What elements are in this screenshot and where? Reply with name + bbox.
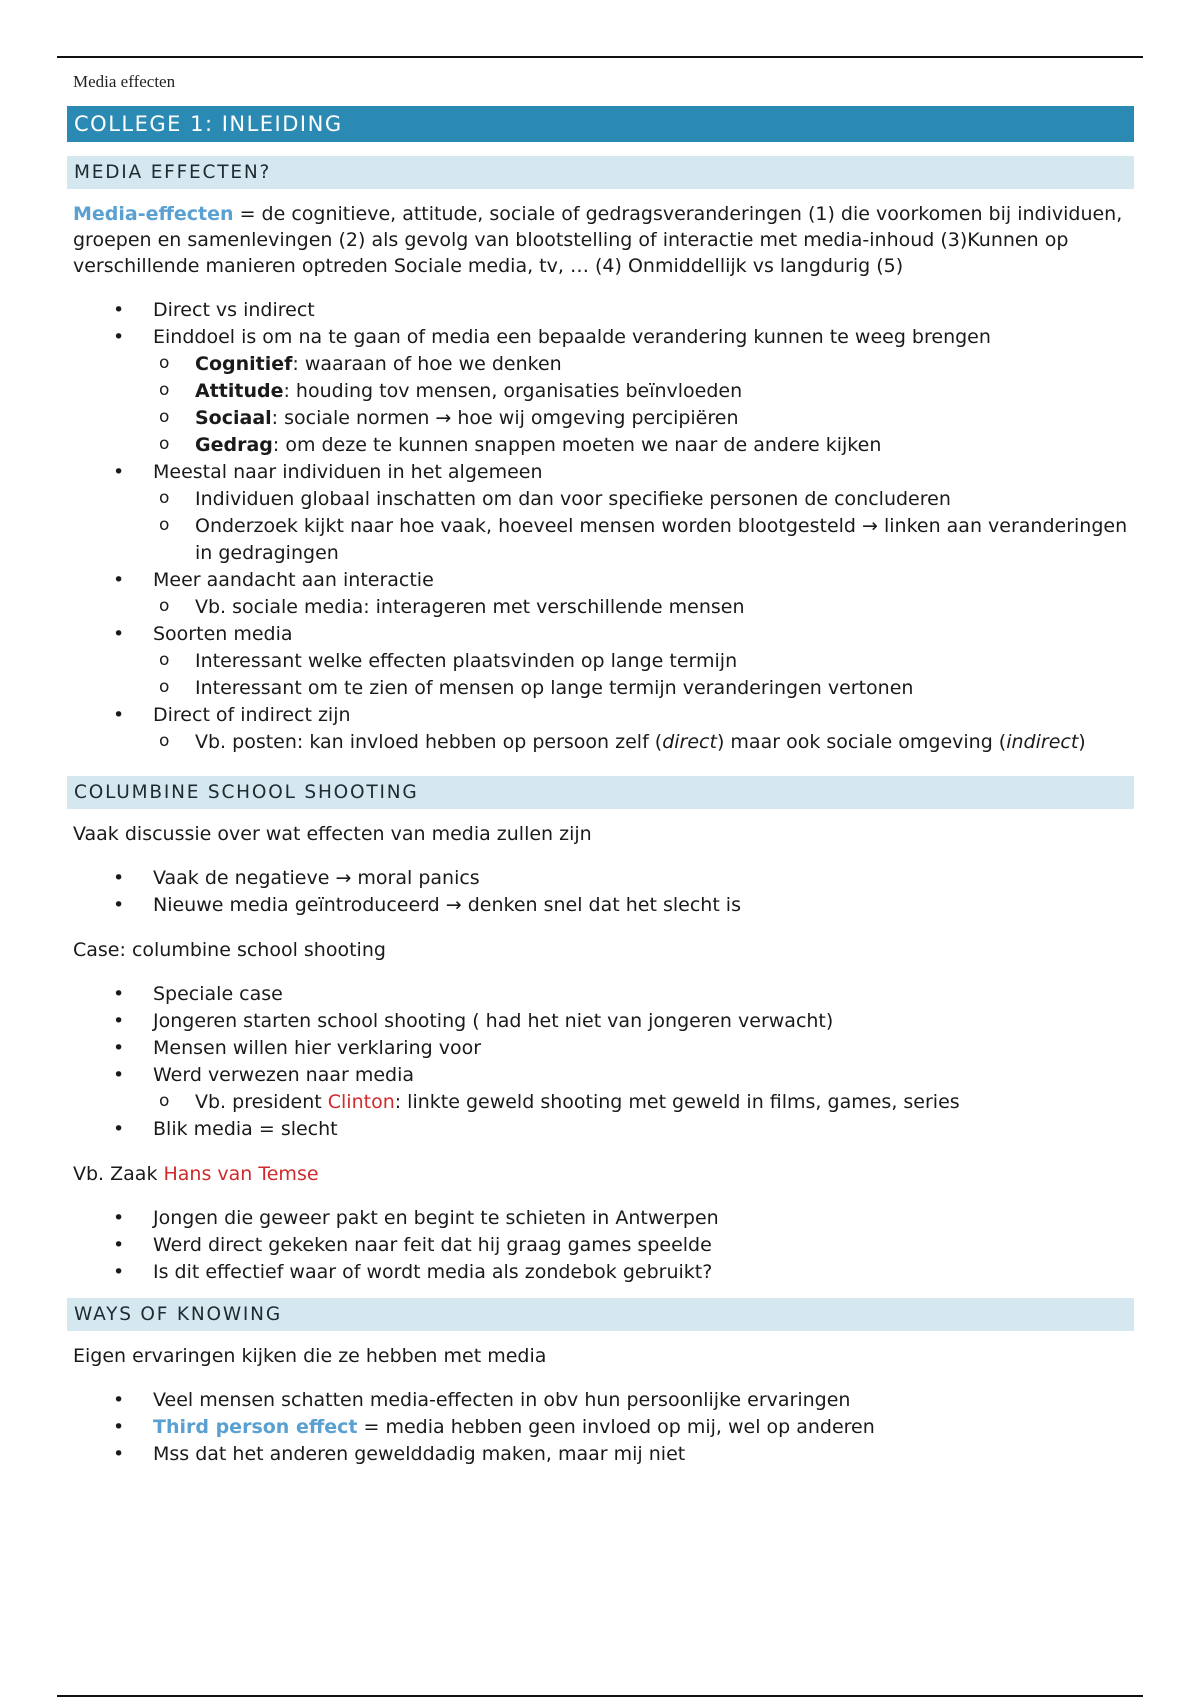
list-item: • Mensen willen hier verklaring voor [67, 1035, 1134, 1062]
paragraph: Vb. Zaak Hans van Temse [73, 1163, 319, 1185]
paragraph: Vaak discussie over wat effecten van media zullen zijn [73, 823, 592, 845]
list-item: • Vaak de negatieve → moral panics [67, 865, 1134, 892]
ways-of-knowing-list [67, 1387, 1134, 1468]
list-subitem: o Vb. president Clinton: linkte geweld shooting met geweld in films, games, series [67, 1089, 1134, 1116]
list-subitem: o Vb. posten: kan invloed hebben op persoon zelf (direct) maar ook sociale omgeving (indirect) [67, 729, 1134, 756]
definition-paragraph: Media-effecten = de cognitieve, attitude, sociale of gedragsveranderingen (1) die voorkomen bij individuen, groepen en samenlevingen (2) als gevolg van blootstelling of interactie met media-inhoud (3)Kunnen op verschillende manieren optreden Sociale media, tv, … (4) Onmiddellijk vs langdurig (5) [73, 203, 1123, 277]
list-item: • Third person effect = media hebben geen invloed op mij, wel op anderen [67, 1414, 1134, 1441]
bottom-rule [57, 1695, 1143, 1697]
list-subitem: o Onderzoek kijkt naar hoe vaak, hoeveel mensen worden blootgesteld → linken aan veranderingen in gedragingen [67, 513, 1134, 567]
section-heading-columbine: COLUMBINE SCHOOL SHOOTING [67, 776, 1134, 809]
college-heading: COLLEGE 1: INLEIDING [67, 106, 1134, 142]
list-item: • Meer aandacht aan interactie [67, 567, 1134, 594]
top-rule [57, 56, 1143, 58]
list-item: • Direct vs indirect [67, 297, 1134, 324]
list-item: • Einddoel is om na te gaan of media een bepaalde verandering kunnen te weeg brengen [67, 324, 1134, 351]
list-subitem: o Interessant welke effecten plaatsvinden op lange termijn [67, 648, 1134, 675]
list-subitem: o Individuen globaal inschatten om dan voor specifieke personen de concluderen [67, 486, 1134, 513]
list-item: • Nieuwe media geïntroduceerd → denken snel dat het slecht is [67, 892, 1134, 919]
list-subitem: o Interessant om te zien of mensen op lange termijn veranderingen vertonen [67, 675, 1134, 702]
columbine-list-1 [67, 865, 1134, 919]
media-effecten-list [67, 297, 1134, 756]
term-third-person-effect: Third person effect [153, 1416, 358, 1438]
list-item: • Jongen die geweer pakt en begint te schieten in Antwerpen [67, 1205, 1134, 1232]
list-item: • Mss dat het anderen gewelddadig maken, maar mij niet [67, 1441, 1134, 1468]
columbine-list-3 [67, 1205, 1134, 1286]
list-subitem: o Cognitief: waaraan of hoe we denken [67, 351, 1134, 378]
section-heading-ways-of-knowing: WAYS OF KNOWING [67, 1298, 1134, 1331]
list-item: • Werd verwezen naar media [67, 1062, 1134, 1089]
list-item: • Werd direct gekeken naar feit dat hij graag games speelde [67, 1232, 1134, 1259]
columbine-list-2 [67, 981, 1134, 1143]
list-item: • Meestal naar individuen in het algemeen [67, 459, 1134, 486]
name-clinton: Clinton [327, 1091, 395, 1113]
list-subitem: o Attitude: houding tov mensen, organisaties beïnvloeden [67, 378, 1134, 405]
name-hans-van-temse: Hans van Temse [163, 1163, 319, 1185]
paragraph: Eigen ervaringen kijken die ze hebben met media [73, 1345, 547, 1367]
list-item: • Soorten media [67, 621, 1134, 648]
list-subitem: o Gedrag: om deze te kunnen snappen moeten we naar de andere kijken [67, 432, 1134, 459]
list-item: • Direct of indirect zijn [67, 702, 1134, 729]
page-header-title: Media effecten [73, 72, 176, 91]
paragraph: Case: columbine school shooting [73, 939, 386, 961]
list-item: • Speciale case [67, 981, 1134, 1008]
document-body [67, 106, 1134, 1480]
list-item: • Veel mensen schatten media-effecten in obv hun persoonlijke ervaringen [67, 1387, 1134, 1414]
list-subitem: o Vb. sociale media: interageren met verschillende mensen [67, 594, 1134, 621]
list-subitem: o Sociaal: sociale normen → hoe wij omgeving percipiëren [67, 405, 1134, 432]
term-media-effecten: Media-effecten [73, 203, 234, 225]
list-item: • Blik media = slecht [67, 1116, 1134, 1143]
list-item: • Is dit effectief waar of wordt media als zondebok gebruikt? [67, 1259, 1134, 1286]
list-item: • Jongeren starten school shooting ( had het niet van jongeren verwacht) [67, 1008, 1134, 1035]
section-heading-media-effecten: MEDIA EFFECTEN? [67, 156, 1134, 189]
